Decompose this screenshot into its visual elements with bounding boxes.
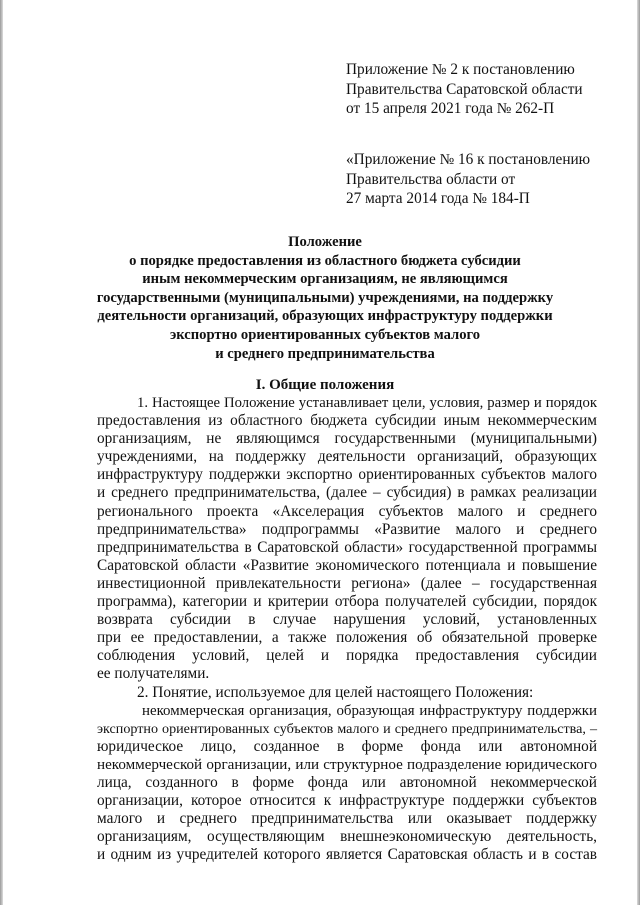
body-line: организации, которое относится к инфраструктуре поддержки субъектов [97, 792, 597, 810]
section-heading: I. Общие положения [255, 377, 395, 393]
body-line: малого и среднего предпринимательства или оказывает поддержку [97, 810, 597, 828]
body-line: инфраструктуру поддержки экспортно ориентированных субъектов малого [97, 466, 597, 484]
body-line: возврата субсидии в случае нарушения условий, установленных [97, 611, 597, 629]
body-line: ее получателями. [97, 665, 210, 683]
attachment-line: «Приложение № 16 к постановлению [346, 151, 591, 168]
body-line: предпринимательства» подпрограммы «Развитие малого и среднего [97, 520, 597, 538]
body-line: регионального проекта «Акселерация субъектов малого и среднего [97, 502, 597, 520]
attachment-line: от 15 апреля 2021 года № 262-П [346, 100, 555, 117]
title-line: иным некоммерческим организациям, не являющимся [142, 271, 508, 288]
title-line: Положение [288, 234, 362, 250]
body-line: предпринимательства в Саратовской области» государственной программы [97, 538, 597, 556]
body-line: 2. Понятие, используемое для целей настоящего Положения: [137, 683, 534, 701]
attachment-line: 27 марта 2014 года № 184-П [346, 190, 530, 207]
body-line: 1. Настоящее Положение устанавливает цели, условия, размер и порядок [137, 395, 597, 411]
body-line: при ее предоставлении, а также положения об обязательной проверке [97, 629, 597, 647]
title-line: экспортно ориентированных субъектов малого [169, 326, 481, 343]
body-line: юридическое лицо, созданное в форме фонда или автономной [97, 737, 597, 755]
attachment-header [346, 60, 606, 119]
body-line: некоммерческой организации, или структурное подразделение юридического [97, 756, 597, 773]
body-line: и одним из учредителей которого является Саратовская область и в состав [97, 846, 597, 864]
body-line: соблюдения условий, целей и порядка предоставления субсидии [97, 647, 597, 665]
document-title [90, 233, 560, 363]
attachment-line: Приложение № 2 к постановлению [346, 61, 575, 78]
title-line: о порядке предоставления из областного бюджета субсидии [129, 252, 521, 269]
body-text [97, 394, 597, 864]
body-line: и среднего предпринимательства, (далее – субсидия) в рамках реализации [97, 484, 597, 502]
body-line: организациям, осуществляющим внешнеэкономическую деятельность, [97, 828, 597, 846]
attachment-line: Правительства Саратовской области [346, 80, 583, 98]
body-line: организациям, не являющимся государственными (муниципальными) [97, 430, 597, 448]
body-line: Саратовской области «Развитие экономического потенциала и повышение [97, 556, 597, 574]
body-line: программа), категории и критерии отбора получателей субсидии, порядок [97, 593, 597, 611]
body-line: некоммерческая организация, образующая инфраструктуру поддержки [142, 702, 597, 719]
attachment-line: Правительства области от [346, 170, 516, 188]
title-line: и среднего предпринимательства [215, 345, 435, 362]
body-line: предоставления из областного бюджета субсидии иным некоммерческим [97, 412, 597, 430]
body-line: лица, созданного в форме фонда или автономной некоммерческой [97, 773, 597, 791]
attachment-quoted-header [346, 150, 606, 209]
title-line: деятельности организаций, образующих инфраструктуру поддержки [97, 308, 553, 325]
body-line: экспортно ориентированных субъектов малого и среднего предпринимательства, – [97, 720, 597, 737]
title-line: государственными (муниципальными) учреждениями, на поддержку [96, 289, 554, 306]
body-line: учреждениями, на поддержку деятельности организаций, образующих [97, 448, 597, 466]
body-line: инвестиционной привлекательности региона» (далее – государственная [97, 574, 597, 592]
scan-edge-left [0, 0, 3, 905]
